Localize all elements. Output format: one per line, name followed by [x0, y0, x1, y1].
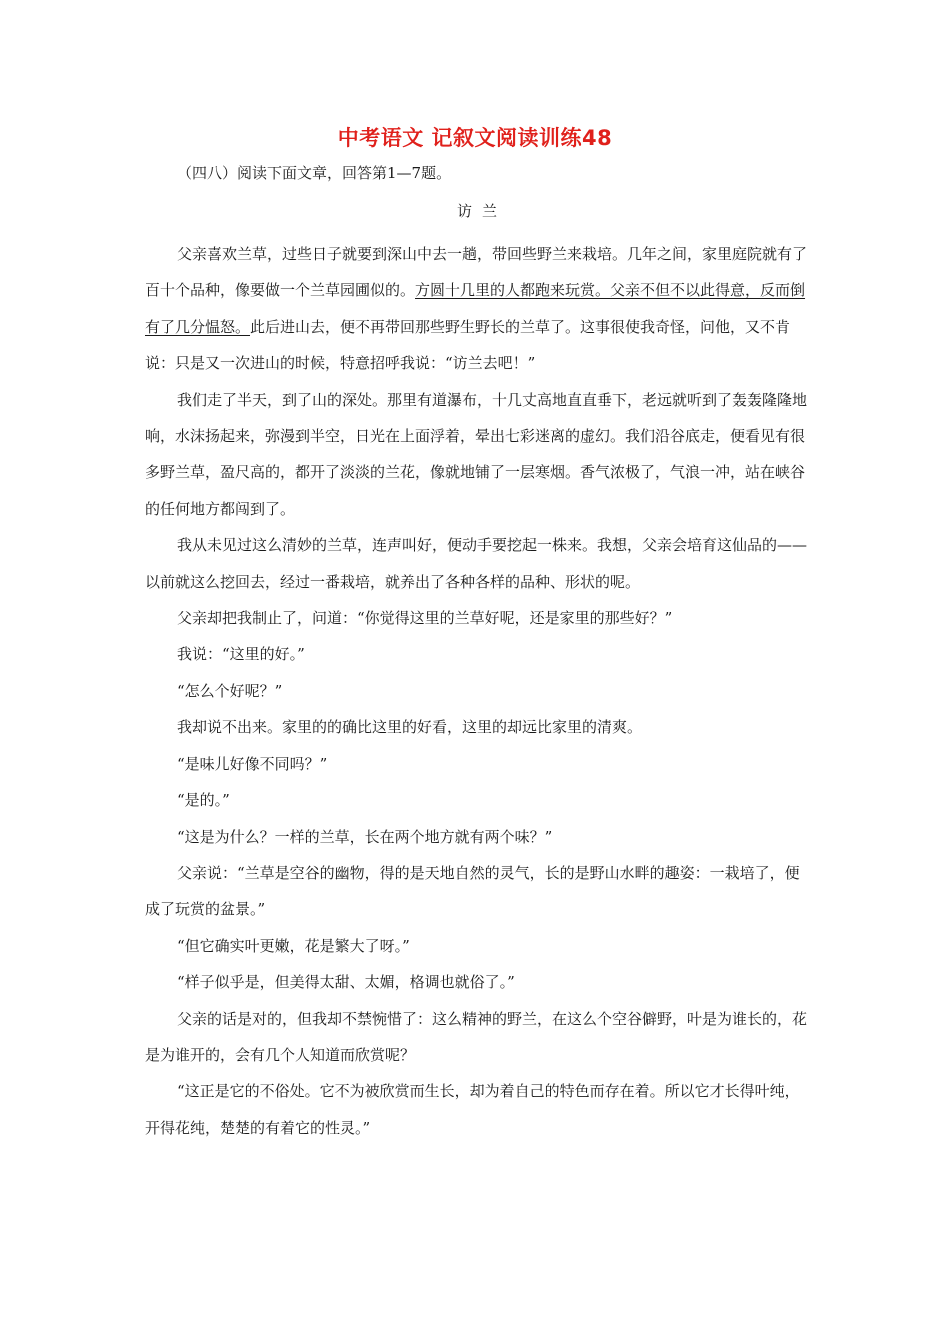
paragraph-12: “但它确实叶更嫩，花是繁大了呀。” — [177, 936, 410, 955]
paragraph-9: “是的。” — [177, 791, 230, 810]
paragraph-1-text-b: 此后进山去，便不再带回那些野生野长的兰草了。这事很使我奇怪，问他，又不肯说：只是又一次进山的时候，特意招呼我说：“访兰去吧！” — [145, 317, 791, 373]
underlined-sentence: 方圆十几里的人都跑来玩赏。父亲不但不以此得意，反而倒有了几分愠怒。 — [145, 281, 806, 336]
paragraph-11: 父亲说：“兰草是空谷的幽物，得的是天地自然的灵气，长的是野山水畔的趣姿：一栽培了，便成了玩赏的盆景。” — [145, 863, 800, 919]
paragraph-15: “这正是它的不俗处。它不为被欣赏而生长，却为着自己的特色而存在着。所以它才长得叶纯，开得花纯，楚楚的有着它的性灵。” — [145, 1082, 800, 1137]
article-title: 访兰 — [456, 202, 507, 220]
paragraph-1 — [145, 236, 813, 382]
paragraph-8: “是味儿好像不同吗？” — [177, 754, 328, 773]
document-title: 中考语文 记叙文阅读训练48 — [337, 126, 613, 150]
paragraph-4: 父亲却把我制止了，问道：“你觉得这里的兰草好呢，还是家里的那些好？” — [177, 609, 673, 628]
paragraph-14: 父亲的话是对的，但我却不禁惋惜了：这么精神的野兰，在这么个空谷僻野，叶是为谁长的，花是为谁开的，会有几个人知道而欣赏呢？ — [145, 1009, 808, 1064]
article-body — [145, 236, 813, 1146]
reading-instruction: （四八）阅读下面文章，回答第1—7题。 — [177, 164, 452, 182]
paragraph-5: 我说：“这里的好。” — [177, 645, 305, 664]
paragraph-7: 我却说不出来。家里的的确比这里的好看，这里的却远比家里的清爽。 — [177, 718, 643, 737]
paragraph-2: 我们走了半天，到了山的深处。那里有道瀑布，十几丈高地直直垂下，老远就听到了轰轰隆隆地响，水沫扬起来，弥漫到半空，日光在上面浮着，晕出七彩迷离的虚幻。我们沿谷底走，便看见有很多野兰草，盈尺高的，都开了淡淡的兰花，像就地铺了一层寒烟。香气浓极了，气浪一冲，站在峡谷的任何地方都闯到了。 — [145, 390, 808, 518]
paragraph-6: “怎么个好呢？” — [177, 681, 283, 700]
paragraph-13: “样子似乎是，但美得太甜、太媚，格调也就俗了。” — [177, 973, 515, 992]
paragraph-10: “这是为什么？一样的兰草，长在两个地方就有两个味？” — [177, 827, 553, 846]
paragraph-1-text-a: 父亲喜欢兰草，过些日子就要到深山中去一趟，带回些野兰来栽培。几年之间，家里庭院就有了百十个品种，像要做一个兰草园圃似的。 — [145, 245, 808, 300]
paragraph-3: 我从未见过这么清妙的兰草，连声叫好，便动手要挖起一株来。我想，父亲会培育这仙品的——以前就这么挖回去，经过一番栽培，就养出了各种各样的品种、形状的呢。 — [145, 536, 808, 591]
